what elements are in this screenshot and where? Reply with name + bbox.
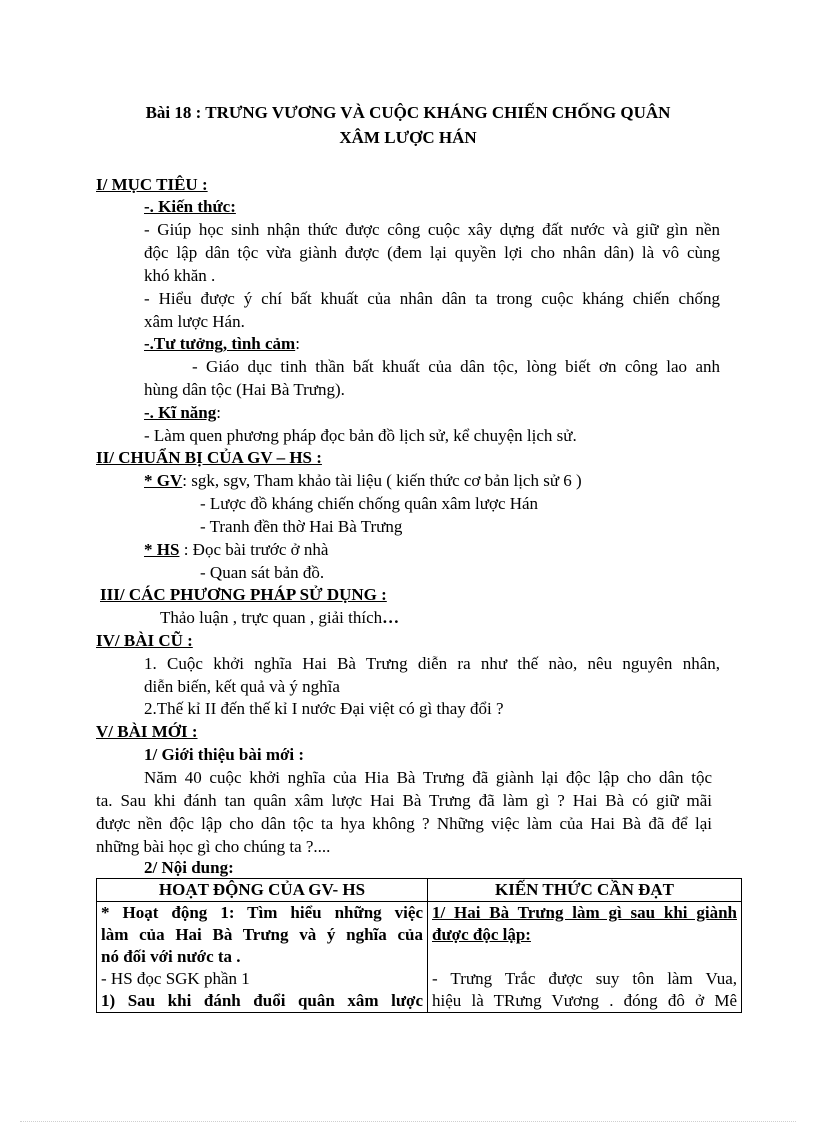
subheading-noi-dung — [144, 858, 234, 878]
section-heading-bai-cu: IV/ BÀI CŨ : — [96, 631, 193, 650]
paragraph-line: ta. Sau khi đánh tan quân xâm lược Hai Bà Trưng đã làm gì ? Hai Bà có giữ mãi — [96, 791, 712, 810]
table-cell-knowledge — [428, 902, 742, 1013]
subheading-tu-tuong-colon: : — [295, 334, 300, 353]
paragraph-line: xâm lược Hán. — [144, 312, 245, 331]
paragraph-line: - Giáo dục tinh thần bất khuất của dân tộc, lòng biết ơn công lao anh — [192, 357, 720, 376]
paragraph-line: hùng dân tộc (Hai Bà Trưng). — [144, 380, 345, 399]
activity-line: nó đối với nước ta . — [101, 947, 241, 966]
knowledge-line: hiệu là TRưng Vương . đóng đô ở Mê — [432, 991, 737, 1010]
paragraph-line: - Hiểu được ý chí bất khuất của nhân dân ta trong cuộc kháng chiến chống — [144, 289, 720, 308]
paragraph-line: 2.Thế kỉ II đến thế kỉ I nước Đại việt có gì thay đổi ? — [144, 699, 504, 718]
gv-line — [144, 471, 582, 491]
paragraph-line: diễn biến, kết quả và ý nghĩa — [144, 677, 340, 696]
knowledge-line: - Trưng Trắc được suy tôn làm Vua, — [432, 969, 737, 988]
hs-line — [144, 540, 328, 560]
list-item: - Lược đồ kháng chiến chống quân xâm lược Hán — [200, 494, 539, 513]
subheading-ki-nang-label: -. Kĩ năng — [144, 403, 217, 422]
knowledge-heading-line: 1/ Hai Bà Trưng làm gì sau khi giành — [432, 903, 737, 922]
activity-line: * Hoạt động 1: Tìm hiểu những việc — [101, 903, 423, 922]
subheading-tu-tuong-label: -.Tư tưởng, tình cảm — [144, 334, 296, 353]
table-cell-activity — [97, 902, 428, 1013]
phuong-phap-line — [160, 608, 399, 628]
knowledge-spacer — [432, 946, 737, 968]
table-header-activity: HOẠT ĐỘNG CỦA GV- HS — [97, 879, 428, 902]
list-item: - Tranh đền thờ Hai Bà Trưng — [200, 517, 403, 536]
paragraph-line: được nền độc lập cho dân tộc ta hya không ? Những việc làm của Hai Bà đã để lại — [96, 814, 712, 833]
subheading-tu-tuong — [144, 334, 300, 354]
paragraph-line: Năm 40 cuộc khởi nghĩa của Hia Bà Trưng đã giành lại độc lập cho dân tộc — [144, 768, 712, 787]
subheading-ki-nang — [144, 403, 221, 423]
table-header-knowledge: KIẾN THỨC CẦN ĐẠT — [428, 879, 742, 902]
subheading-kien-thuc: -. Kiến thức: — [144, 197, 236, 216]
activity-line: 1) Sau khi đánh đuổi quân xâm lược — [101, 991, 423, 1010]
section-heading-phuong-phap: III/ CÁC PHƯƠNG PHÁP SỬ DỤNG : — [100, 585, 387, 604]
activity-line: làm của Hai Bà Trưng và ý nghĩa của — [101, 925, 423, 944]
paragraph-line: độc lập dân tộc vừa giành được (đem lại quyền lợi cho nhân dân) là vô cùng — [144, 243, 720, 262]
paragraph-line: 1. Cuộc khởi nghĩa Hai Bà Trưng diễn ra như thế nào, nêu nguyên nhân, — [144, 654, 720, 673]
hs-label: * HS — [144, 540, 180, 559]
knowledge-heading-line: được độc lập: — [432, 925, 531, 944]
phuong-phap-text: Thảo luận , trực quan , giải thích — [160, 608, 383, 627]
lesson-table — [96, 878, 742, 1013]
paragraph-line: - Làm quen phương pháp đọc bản đồ lịch sử, kể chuyện lịch sử. — [144, 426, 577, 445]
subheading-noi-dung-label: 2/ Nội dung: — [144, 858, 234, 877]
paragraph-line: - Giúp học sinh nhận thức được công cuộc xây dựng đất nước và giữ gìn nền — [144, 220, 720, 239]
page-title-line2: XÂM LƯỢC HÁN — [339, 128, 477, 147]
paragraph-line: khó khăn . — [144, 266, 216, 285]
table-row — [97, 902, 742, 1013]
phuong-phap-ellipsis: … — [382, 608, 400, 627]
page-title: Bài 18 : TRƯNG VƯƠNG VÀ CUỘC KHÁNG CHIẾN CHỐNG QUÂN — [145, 103, 671, 122]
hs-text: : Đọc bài trước ở nhà — [179, 540, 329, 559]
section-heading-bai-moi: V/ BÀI MỚI : — [96, 722, 198, 741]
gv-text: : sgk, sgv, Tham khảo tài liệu ( kiến thức cơ bản lịch sử 6 ) — [182, 471, 582, 490]
section-heading-chuan-bi: II/ CHUẨN BỊ CỦA GV – HS : — [96, 448, 322, 467]
activity-line: - HS đọc SGK phần 1 — [101, 969, 250, 988]
subheading-gioi-thieu: 1/ Giới thiệu bài mới : — [144, 745, 305, 764]
gv-label: * GV — [144, 471, 183, 490]
paragraph-line: những bài học gì cho chúng ta ?.... — [96, 837, 331, 856]
section-heading-muc-tieu: I/ MỤC TIÊU : — [96, 175, 208, 194]
subheading-ki-nang-colon: : — [216, 403, 222, 422]
table-header-row — [97, 879, 742, 902]
page-bottom-border — [20, 1121, 796, 1122]
list-item: - Quan sát bản đồ. — [200, 563, 325, 582]
